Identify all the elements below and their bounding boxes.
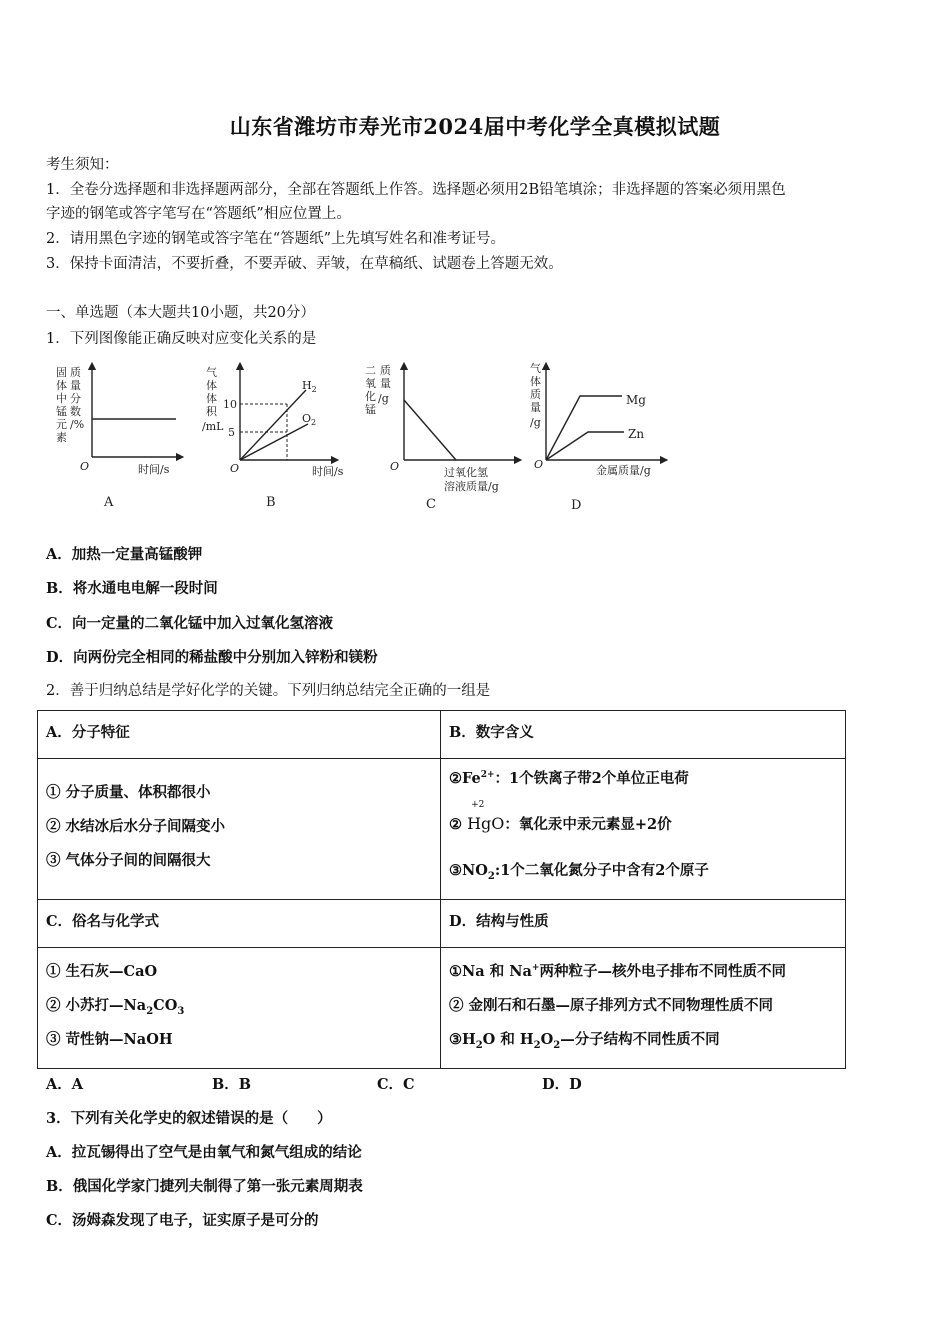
graph-b-ylabel-char: 气 <box>206 366 217 379</box>
q2-answer-a[interactable]: A．A <box>46 1076 84 1093</box>
graph-b-o2-label: $O_2$ <box>302 412 317 427</box>
page-title: 山东省潍坊市寿光市2024届中考化学全真模拟试题 <box>229 114 721 139</box>
graph-b-origin: O <box>230 462 240 475</box>
q2-d-line-3: $③H_2O$ 和 $H_2O_2—$分子结构不同性质不同 <box>449 1031 720 1051</box>
notice-line-2: 2．请用黑色字迹的钢笔或答字笔在“答题纸”上先填写姓名和准考证号。 <box>46 231 506 247</box>
graph-c-line <box>404 400 456 460</box>
graph-c-ylabel-char: 量 <box>380 377 391 390</box>
q1-option-a[interactable]: A．加热一定量高锰酸钾 <box>46 546 203 563</box>
graph-d-zn-line <box>546 432 624 460</box>
graph-d <box>530 361 664 513</box>
graph-b-h2-label: $H_2$ <box>302 379 317 394</box>
graph-c-ylabel-char: 二 <box>365 364 376 377</box>
q3-option-a[interactable]: A．拉瓦锡得出了空气是由氧气和氮气组成的结论 <box>46 1144 362 1161</box>
q2-a-line-3: ③ 气体分子间的间隔很大 <box>46 852 211 869</box>
q2-b-line-2: ② +2 HgO：氧化汞中汞元素显+2价 <box>449 800 672 833</box>
q1-graphs <box>40 356 680 516</box>
q3-option-c[interactable]: C．汤姆森发现了电子，证实原子是可分的 <box>46 1212 319 1229</box>
graph-a-ylabel-char: 量 <box>70 379 81 392</box>
graph-b-tick-5: 5 <box>228 426 235 439</box>
graph-d-mg-line <box>546 396 622 460</box>
graph-d-mg-label: Mg <box>626 393 646 407</box>
graph-b-ylabel-char: 积 <box>206 405 217 418</box>
graph-d-caption: D <box>571 498 582 513</box>
graph-a-ylabel-char: 分 <box>70 392 81 405</box>
graph-b-ylabel <box>202 365 224 433</box>
graph-a-ylabel-char: 固 <box>56 366 67 379</box>
q2-a-body <box>38 759 441 900</box>
graph-c-xlabel-1: 过氧化氢 <box>444 466 488 479</box>
graph-b-caption: B <box>266 495 276 510</box>
graph-b-ylabel-char: 体 <box>206 379 217 392</box>
graph-c-ylabel-char: /g <box>378 392 389 405</box>
graph-d-ylabel-char: 质 <box>530 388 541 401</box>
graph-b-ylabel-char: 体 <box>206 392 217 405</box>
graph-c-ylabel-char: 氧 <box>365 377 376 390</box>
graph-b-ylabel-char: /mL <box>202 420 224 433</box>
graph-a-ylabel-char: 素 <box>56 431 67 444</box>
q2-d-line-1: ①Na 和 Na+两种粒子—核外电子排布不同性质不同 <box>449 963 786 980</box>
graph-a <box>56 365 180 510</box>
q2-answer-b[interactable]: B．B <box>212 1076 252 1093</box>
q2-c-line-2: ② 小苏打$—Na_2CO_3$ <box>46 997 185 1017</box>
graph-c-ylabel-char: 锰 <box>365 403 376 416</box>
notice-line-1: 1．全卷分选择题和非选择题两部分，全部在答题纸上作答。选择题必须用2B铅笔填涂；非选择题的答案必须用黑色 <box>46 182 786 198</box>
q3-stem: 3．下列有关化学史的叙述错误的是（ ） <box>46 1110 332 1127</box>
graph-a-caption: A <box>104 495 114 510</box>
graph-d-ylabel-char: 气 <box>530 362 541 375</box>
q2-c-head-cell <box>38 900 441 948</box>
graph-c-ylabel-col1 <box>365 364 376 416</box>
graph-a-ylabel-char: 质 <box>70 366 81 379</box>
graph-b-o2-line <box>240 424 308 460</box>
q2-d-head: D．结构与性质 <box>449 913 549 930</box>
graph-b <box>202 365 344 510</box>
graph-b-xlabel: 时间/s <box>312 465 344 478</box>
section-heading: 一、单选题（本大题共10小题，共20分） <box>46 305 315 321</box>
graph-a-ylabel-char: 中 <box>56 392 67 405</box>
graph-a-ylabel-char: 元 <box>56 418 67 431</box>
q2-c-line-1: ① 生石灰—CaO <box>46 963 158 980</box>
q1-option-c[interactable]: C．向一定量的二氧化锰中加入过氧化氢溶液 <box>46 615 334 632</box>
q2-table <box>37 710 846 1069</box>
q2-c-line-3: ③ 苛性钠—NaOH <box>46 1031 173 1048</box>
q2-d-head-cell <box>441 900 846 948</box>
q2-answer-c[interactable]: C．C <box>377 1076 415 1093</box>
q2-answer-d[interactable]: D．D <box>542 1076 582 1093</box>
q2-c-body <box>38 948 441 1069</box>
q1-stem: 1．下列图像能正确反映对应变化关系的是 <box>46 331 317 347</box>
graph-a-ylabel-col2 <box>70 365 84 431</box>
q2-a-line-1: ① 分子质量、体积都很小 <box>46 784 211 801</box>
graph-a-ylabel-char: /% <box>70 418 85 431</box>
graph-a-ylabel-char: 锰 <box>56 405 67 418</box>
q2-a-head: A．分子特征 <box>46 724 130 741</box>
graph-a-ylabel-char: 数 <box>70 405 81 418</box>
q2-c-head: C．俗名与化学式 <box>46 913 160 930</box>
q2-b-line-3: $③NO_2:1$个二氧化氮分子中含有2个原子 <box>449 862 709 882</box>
graph-c <box>365 363 518 512</box>
q3-option-b[interactable]: B．俄国化学家门捷列夫制得了第一张元素周期表 <box>46 1178 363 1195</box>
graph-c-xlabel-2: 溶液质量/g <box>444 480 499 493</box>
q2-stem: 2．善于归纳总结是学好化学的关键。下列归纳总结完全正确的一组是 <box>46 683 491 699</box>
graph-d-ylabel-char: 量 <box>530 401 541 414</box>
q1-option-b[interactable]: B．将水通电电解一段时间 <box>46 580 218 597</box>
q2-b-head: B．数字含义 <box>449 724 534 741</box>
notice-line-3: 3．保持卡面清洁，不要折叠，不要弄破、弄皱，在草稿纸、试题卷上答题无效。 <box>46 256 563 272</box>
graph-c-ylabel-char: 化 <box>365 390 376 403</box>
graph-c-caption: C <box>426 497 436 512</box>
notice-line-1b: 字迹的钢笔或答字笔写在“答题纸”相应位置上。 <box>46 206 351 222</box>
graph-a-xlabel: 时间/s <box>138 463 170 476</box>
graph-a-ylabel-col1 <box>56 366 67 444</box>
graph-b-tick-10: 10 <box>223 398 237 411</box>
q1-option-d[interactable]: D．向两份完全相同的稀盐酸中分别加入锌粉和镁粉 <box>46 649 378 666</box>
graph-d-ylabel <box>530 361 541 429</box>
graph-d-xlabel: 金属质量/g <box>596 464 651 477</box>
graph-c-ylabel-char: 质 <box>380 364 391 377</box>
graph-b-h2-line <box>240 390 306 460</box>
notice-heading: 考生须知： <box>46 157 119 173</box>
q2-b-line-1: $②Fe^{2+}$：1个铁离子带2个单位正电荷 <box>449 770 689 787</box>
q2-b-body <box>441 759 846 900</box>
graph-d-ylabel-char: /g <box>530 416 541 429</box>
graph-c-ylabel-col2 <box>378 363 391 405</box>
q2-d-line-2: ② 金刚石和石墨—原子排列方式不同物理性质不同 <box>449 997 774 1014</box>
graph-c-origin: O <box>390 460 400 473</box>
q2-b-head-cell <box>441 711 846 759</box>
graph-a-ylabel-char: 体 <box>56 379 67 392</box>
graph-d-origin: O <box>534 458 544 471</box>
q2-a-line-2: ② 水结冰后水分子间隔变小 <box>46 818 226 835</box>
graph-d-ylabel-char: 体 <box>530 375 541 388</box>
q2-d-body <box>441 948 846 1069</box>
graph-d-zn-label: Zn <box>628 427 645 441</box>
q2-a-head-cell <box>38 711 441 759</box>
graph-a-origin: O <box>80 460 90 473</box>
